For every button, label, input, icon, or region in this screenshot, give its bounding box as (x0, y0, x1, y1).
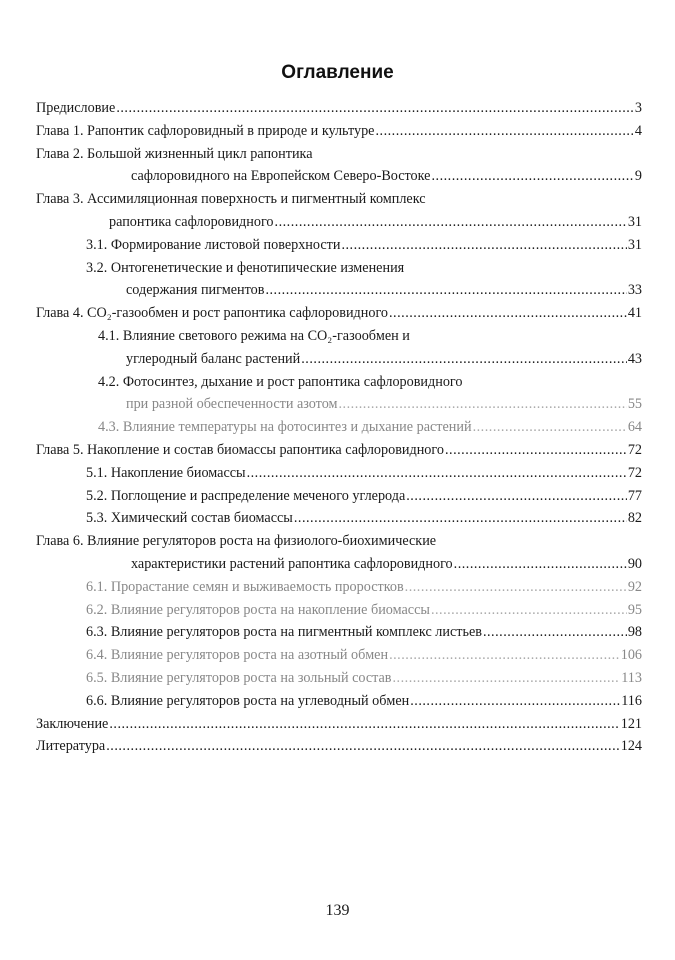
toc-entry[interactable] (36, 165, 642, 188)
dot-leader (389, 644, 620, 667)
dot-leader (393, 667, 621, 690)
toc-entry[interactable] (36, 530, 642, 553)
toc-title: Оглавление (281, 62, 394, 83)
dot-leader (406, 485, 627, 508)
toc-entry-label: 6.6. Влияние регуляторов роста на углеводный обмен (86, 692, 410, 709)
toc-entry-page: 95 (627, 601, 642, 618)
toc-entry-label: Глава 5. Накопление и состав биомассы рапонтика сафлоровидного (36, 441, 444, 458)
toc-entry-page: 9 (634, 168, 642, 185)
toc-entry[interactable] (36, 644, 642, 667)
toc-entry-label: содержания пигментов (126, 282, 265, 299)
dot-leader (431, 599, 627, 622)
toc-entry-label: 6.2. Влияние регуляторов роста на накопление биомассы (86, 601, 430, 618)
toc-entry-label: Глава 3. Ассимиляционная поверхность и пигментный комплекс (36, 191, 426, 208)
toc-entry-page: 4 (634, 122, 642, 139)
toc-entry[interactable] (36, 371, 642, 394)
toc-entry-label: Глава 1. Рапонтик сафлоровидный в природе и культуре (36, 122, 375, 139)
toc-entry[interactable] (36, 621, 642, 644)
table-of-contents (36, 97, 642, 758)
toc-entry-label: 6.1. Прорастание семян и выживаемость проростков (86, 578, 404, 595)
toc-entry-page: 33 (627, 282, 642, 299)
toc-entry-label: Заключение (36, 715, 109, 732)
toc-entry-label: 6.4. Влияние регуляторов роста на азотный обмен (86, 647, 389, 664)
toc-entry-label: 4.2. Фотосинтез, дыхание и рост рапонтика сафлоровидного (98, 373, 463, 390)
toc-entry[interactable] (36, 576, 642, 599)
toc-entry-label: Предисловие (36, 100, 116, 116)
toc-entry[interactable] (36, 348, 642, 371)
dot-leader (431, 165, 633, 188)
dot-leader (410, 690, 620, 713)
dot-leader (341, 234, 626, 257)
toc-entry-label: при разной обеспеченности азотом (126, 396, 338, 413)
toc-entry-label: характеристики растений рапонтика сафлоровидного (131, 555, 453, 572)
toc-entry[interactable] (36, 393, 642, 416)
dot-leader (405, 576, 627, 599)
toc-entry[interactable] (36, 120, 642, 143)
dot-leader (265, 279, 626, 302)
toc-entry-page: 55 (627, 396, 642, 413)
toc-entry-page: 77 (627, 487, 642, 504)
toc-entry[interactable] (36, 416, 642, 439)
toc-entry[interactable] (36, 302, 642, 325)
toc-entry[interactable] (36, 257, 642, 280)
page-number: 139 (325, 902, 350, 919)
toc-entry-page: 116 (621, 692, 642, 709)
toc-entry[interactable] (36, 553, 642, 576)
dot-leader (454, 553, 627, 576)
toc-entry-label: Литература (36, 738, 106, 755)
toc-entry-page: 121 (620, 715, 642, 732)
toc-entry[interactable] (36, 188, 642, 211)
dot-leader (294, 507, 627, 530)
toc-entry-label: 5.3. Химический состав биомассы (86, 510, 293, 527)
toc-entry-page: 41 (627, 305, 642, 322)
toc-entry-page: 98 (627, 624, 642, 641)
toc-entry[interactable] (36, 667, 642, 690)
dot-leader (116, 97, 633, 120)
toc-entry[interactable] (36, 211, 642, 234)
dot-leader (275, 211, 627, 234)
toc-entry-label: сафлоровидного на Европейском Северо-Востоке (131, 168, 431, 185)
toc-entry-label: 6.3. Влияние регуляторов роста на пигментный комплекс листьев (86, 624, 482, 641)
toc-entry[interactable] (36, 690, 642, 713)
toc-entry-page: 106 (620, 647, 642, 664)
toc-entry-label: Глава 4. CO₂-газообмен и рост рапонтика сафлоровидного (36, 305, 388, 322)
toc-entry[interactable] (36, 713, 642, 736)
toc-entry-page: 3 (634, 100, 642, 116)
toc-entry[interactable] (36, 325, 642, 348)
toc-entry[interactable] (36, 735, 642, 758)
toc-entry-page: 43 (627, 350, 642, 367)
dot-leader (339, 393, 627, 416)
toc-entry[interactable] (36, 97, 642, 120)
toc-entry-page: 64 (627, 419, 642, 436)
toc-entry-label: 4.3. Влияние температуры на фотосинтез и дыхание растений (98, 419, 472, 436)
dot-leader (247, 462, 627, 485)
dot-leader (389, 302, 627, 325)
toc-entry-label: 4.1. Влияние светового режима на CO₂-газообмен и (98, 327, 410, 344)
toc-entry[interactable] (36, 462, 642, 485)
toc-entry-label: 6.5. Влияние регуляторов роста на зольный состав (86, 669, 392, 686)
toc-entry-page: 72 (627, 464, 642, 481)
toc-entry[interactable] (36, 439, 642, 462)
toc-entry-label: 3.1. Формирование листовой поверхности (86, 236, 341, 253)
toc-entry[interactable] (36, 234, 642, 257)
toc-entry[interactable] (36, 599, 642, 622)
toc-entry-label: углеродный баланс растений (126, 350, 301, 367)
toc-entry[interactable] (36, 279, 642, 302)
toc-entry-label: рапонтика сафлоровидного (109, 213, 274, 230)
toc-entry-page: 124 (620, 738, 642, 755)
toc-entry-page: 31 (627, 213, 642, 230)
toc-entry-label: 3.2. Онтогенетические и фенотипические изменения (86, 259, 405, 276)
toc-entry-page: 113 (621, 669, 642, 686)
toc-entry-label: Глава 2. Большой жизненный цикл рапонтика (36, 145, 313, 162)
toc-entry[interactable] (36, 143, 642, 166)
toc-entry-page: 82 (627, 510, 642, 527)
toc-entry-label: 5.2. Поглощение и распределение меченого углерода (86, 487, 406, 504)
toc-entry-page: 31 (627, 236, 642, 253)
dot-leader (109, 713, 619, 736)
toc-entry-page: 90 (627, 555, 642, 572)
dot-leader (483, 621, 627, 644)
dot-leader (473, 416, 627, 439)
toc-entry-page: 72 (627, 441, 642, 458)
dot-leader (106, 735, 619, 758)
dot-leader (375, 120, 633, 143)
toc-entry-label: Глава 6. Влияние регуляторов роста на физиолого-биохимические (36, 533, 437, 550)
toc-entry-page: 92 (627, 578, 642, 595)
dot-leader (301, 348, 627, 371)
toc-entry-label: 5.1. Накопление биомассы (86, 464, 246, 481)
toc-entry[interactable] (36, 507, 642, 530)
dot-leader (445, 439, 627, 462)
toc-entry[interactable] (36, 485, 642, 508)
